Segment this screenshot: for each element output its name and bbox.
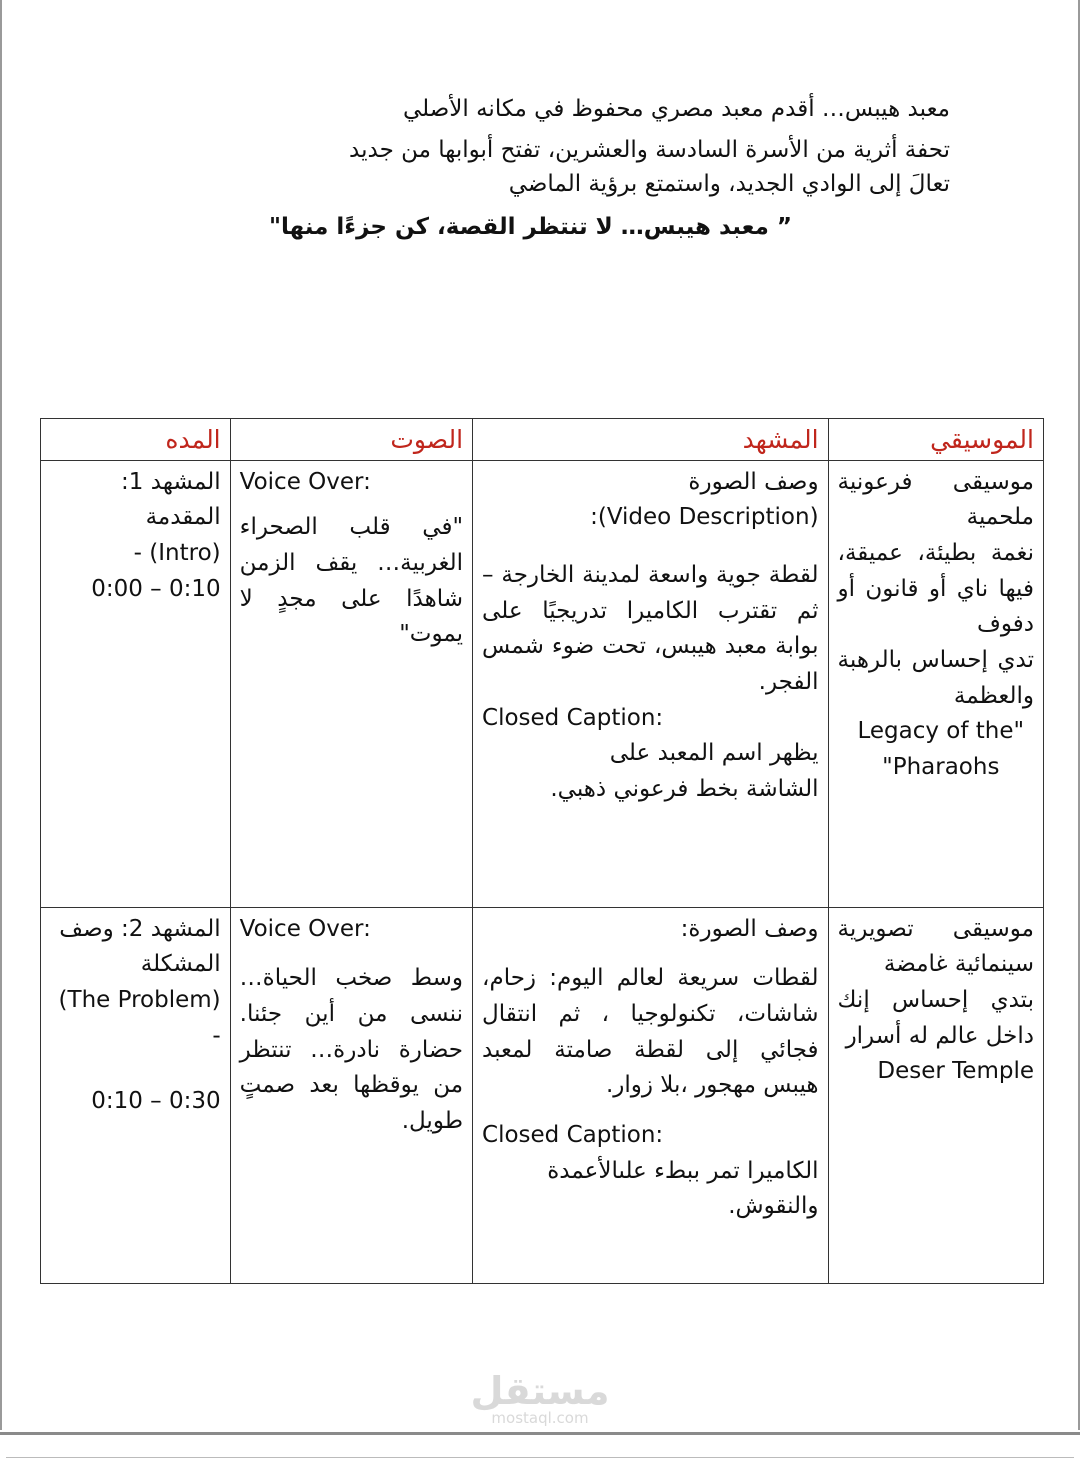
- page-border-left: [0, 0, 2, 1430]
- scene-label-en: (Video Description):: [590, 504, 819, 531]
- duration-title: المشهد 1: المقدمة: [121, 468, 221, 531]
- voice-over-label: Voice Over:: [239, 468, 371, 495]
- caption-text: يظهر اسم المعبد على الشاشة بخط فرعوني ذهبي.: [550, 740, 819, 802]
- watermark-logo: [470, 1369, 610, 1427]
- music-desc-2: نغمة بطيئة، عميقة، فيها ناي أو قانون أو دفوف: [837, 540, 1034, 638]
- caption-text: الكاميرا تمر ببطء علىالأعمدة والنقوش.: [547, 1157, 819, 1220]
- header-duration: المده: [41, 419, 231, 461]
- caption-label: Closed Caption:: [482, 704, 664, 731]
- caption-label: Closed Caption:: [482, 1121, 664, 1148]
- duration-subtitle: (The Problem) -: [58, 987, 221, 1049]
- cell-sound: [230, 907, 472, 1283]
- intro-line-3: تعالَ إلى الوادي الجديد، واستمتع برؤية الماضي: [508, 171, 950, 197]
- music-desc-3: تدي إحساس بالرهبة والعظمة: [837, 646, 1034, 709]
- voice-over-label: Voice Over:: [239, 915, 371, 942]
- cell-music: [828, 460, 1043, 907]
- music-title: Deser Temple: [877, 1058, 1034, 1085]
- header-scene: المشهد: [473, 419, 829, 461]
- script-table: [40, 418, 1044, 1284]
- scene-description: لقطات سريعة لعالم اليوم: زحام، شاشات، تكنولوجيا ، ثم انتقال فجائي إلى لقطة صامتة لمعبد هيبس مهجور ،بلا زوار.: [482, 965, 819, 1099]
- cell-duration: [41, 907, 231, 1283]
- watermark-ar: مستقل: [470, 1369, 610, 1413]
- cell-scene: [473, 907, 829, 1283]
- table-header-row: [41, 419, 1044, 461]
- scene-label: وصف الصورة:: [680, 915, 819, 942]
- voice-over-text: وسط صخب الحياة… ننسى من أين جئنا. حضارة نادرة… تنتظر من يوقظها بعد صمتٍ طويل.: [239, 965, 464, 1134]
- duration-subtitle: (Intro) -: [133, 540, 221, 567]
- scene-description: لقطة جوية واسعة لمدينة الخارجة – ثم تقترب الكاميرا تدريجيًا على بوابة معبد هيبس، تحت ضوء شمس الفجر.: [482, 562, 819, 695]
- music-desc-2: بتدي إحساس إنك داخل عالم له أسرار: [837, 987, 1034, 1049]
- scene-label: وصف الصورة: [688, 468, 819, 495]
- duration-title: المشهد 2: وصف المشكلة: [59, 915, 221, 978]
- intro-line-2: تحفة أثرية من الأسرة السادسة والعشرين، تفتح أبوابها من جديد: [349, 136, 950, 163]
- music-title: "Legacy of the Pharaohs": [857, 718, 1025, 780]
- table-row: [41, 907, 1044, 1283]
- duration-time: 0:10 – 0:00: [91, 575, 221, 602]
- intro-line-1: معبد هيبس… أقدم معبد مصري محفوظ في مكانه الأصلي: [402, 96, 950, 122]
- cell-scene: [473, 460, 829, 907]
- music-desc-1: موسيقى تصويرية سينمائية غامضة: [837, 915, 1034, 978]
- cell-music: [828, 907, 1043, 1283]
- music-desc-1: موسيقى فرعونية ملحمية: [837, 468, 1034, 531]
- header-sound: الصوت: [230, 419, 472, 461]
- voice-over-text: "في قلب الصحراء الغربية… يقف الزمن شاهدًا على مجدٍ لا يموت": [239, 514, 464, 648]
- duration-time: 0:30 – 0:10: [91, 1088, 221, 1115]
- intro-text: [230, 92, 950, 244]
- page-bottom-edge: [0, 1432, 1080, 1470]
- watermark-en: mostaql.com: [491, 1409, 589, 1427]
- cell-duration: [41, 460, 231, 907]
- intro-slogan: ” معبد هيبس… لا تنتظر القصة، كن جزءًا منها": [268, 213, 792, 240]
- header-music: الموسيقي: [828, 419, 1043, 461]
- table-row: [41, 460, 1044, 907]
- cell-sound: [230, 460, 472, 907]
